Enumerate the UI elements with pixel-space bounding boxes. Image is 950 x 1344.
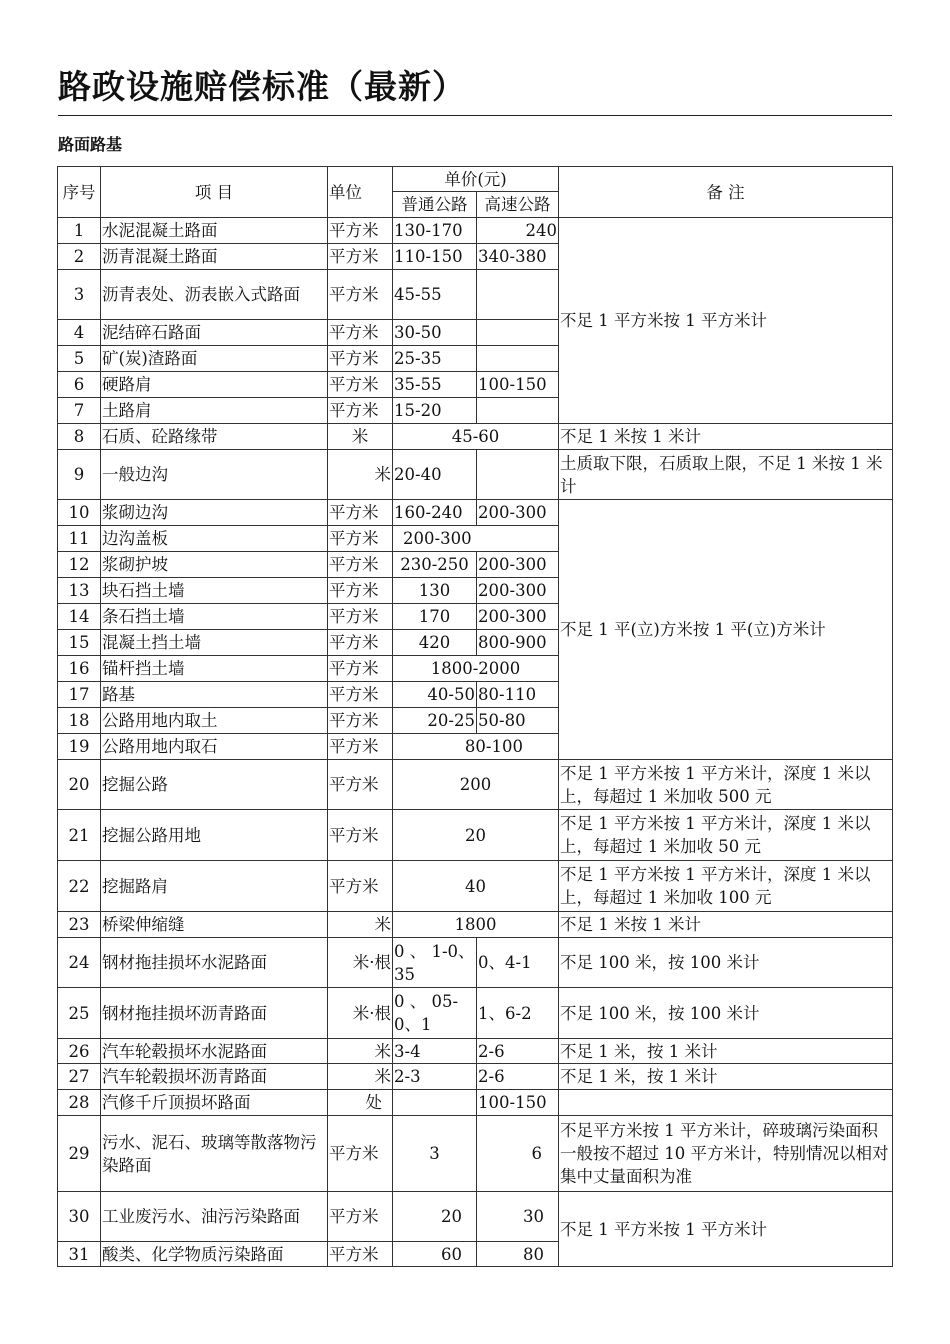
row-unit: 平方米 [328,552,393,578]
row-note: 不足 1 米按 1 米计 [559,424,893,450]
table-row [58,861,893,912]
row-express-price: 240 [477,218,559,244]
row-note: 不足 1 米，按 1 米计 [559,1039,893,1064]
row-normal-price: 20-25 [393,708,477,734]
row-no: 15 [58,630,101,656]
row-express-price: 200-300 [477,578,559,604]
row-unit: 平方米 [328,372,393,398]
table-row [58,424,893,450]
row-item: 沥青混凝土路面 [101,244,328,270]
row-unit: 平方米 [328,656,393,682]
table-row [58,450,893,500]
row-no: 3 [58,270,101,320]
row-item: 浆砌护坡 [101,552,328,578]
row-item: 汽车轮毂损坏沥青路面 [101,1064,328,1090]
row-express-price: 6 [477,1116,559,1192]
table-row [58,218,893,244]
row-no: 13 [58,578,101,604]
row-item: 边沟盖板 [101,526,328,552]
row-no: 6 [58,372,101,398]
row-no: 12 [58,552,101,578]
row-normal-price: 20-40 [393,450,477,500]
table-row [58,938,893,988]
row-item: 汽车轮毂损坏水泥路面 [101,1039,328,1064]
row-unit: 米 [328,912,393,938]
row-note: 不足 1 米，按 1 米计 [559,1064,893,1090]
row-express-price: 200-300 [477,552,559,578]
row-unit: 平方米 [328,578,393,604]
row-no: 18 [58,708,101,734]
row-unit: 平方米 [328,604,393,630]
row-item: 挖掘路肩 [101,861,328,912]
header-item: 项 目 [101,167,328,218]
page-title: 路政设施赔偿标准（最新） [58,62,892,116]
row-item: 矿(炭)渣路面 [101,346,328,372]
row-no: 14 [58,604,101,630]
row-no: 27 [58,1064,101,1090]
row-no: 1 [58,218,101,244]
row-normal-price: 60 [393,1242,477,1267]
row-note: 土质取下限，石质取上限，不足 1 米按 1 米计 [559,450,893,500]
row-normal-price: 35-55 [393,372,477,398]
row-note-merged: 不足 1 平方米按 1 平方米计 [559,1192,893,1267]
table-row [58,1090,893,1116]
row-unit: 平方米 [328,346,393,372]
row-unit: 处 [328,1090,393,1116]
row-item: 汽修千斤顶损坏路面 [101,1090,328,1116]
header-no: 序号 [58,167,101,218]
row-no: 20 [58,760,101,810]
row-no: 22 [58,861,101,912]
header-note: 备 注 [559,167,893,218]
row-unit: 平方米 [328,708,393,734]
row-unit: 米 [328,1039,393,1064]
row-express-price: 2-6 [477,1039,559,1064]
section-title: 路面路基 [58,135,123,154]
row-no: 26 [58,1039,101,1064]
row-unit: 平方米 [328,810,393,861]
row-unit: 平方米 [328,734,393,760]
row-note: 不足 1 平方米按 1 平方米计，深度 1 米以上，每超过 1 米加收 500 元 [559,760,893,810]
row-no: 28 [58,1090,101,1116]
row-normal-price: 160-240 [393,500,477,526]
row-no: 30 [58,1192,101,1242]
table-row [58,988,893,1039]
row-normal-price: 20 [393,1192,477,1242]
row-express-price: 80-110 [477,682,559,708]
row-item: 混凝土挡土墙 [101,630,328,656]
row-item: 公路用地内取石 [101,734,328,760]
row-express-price: 800-900 [477,630,559,656]
header-expressway: 高速公路 [477,192,559,218]
row-item: 水泥混凝土路面 [101,218,328,244]
compensation-table [57,166,893,1267]
row-unit: 平方米 [328,682,393,708]
row-normal-price: 230-250 [393,552,477,578]
row-note: 不足平方米按 1 平方米计，碎玻璃污染面积一般按不超过 10 平方米计，特别情况以相对集中丈量面积为准 [559,1116,893,1192]
row-express-price [477,346,559,372]
row-no: 4 [58,320,101,346]
row-express-price: 1、6-2 [477,988,559,1039]
row-normal-price [393,1090,477,1116]
table-row [58,1116,893,1192]
row-express-price: 200-300 [477,500,559,526]
row-unit: 平方米 [328,1242,393,1267]
row-express-price: 100-150 [477,372,559,398]
row-normal-price: 45-55 [393,270,477,320]
table-row [58,760,893,810]
row-item: 条石挡土墙 [101,604,328,630]
row-express-price: 100-150 [477,1090,559,1116]
row-note-merged: 不足 1 平(立)方米按 1 平(立)方米计 [559,500,893,760]
row-unit: 平方米 [328,244,393,270]
row-unit: 平方米 [328,500,393,526]
row-price: 20 [393,810,559,861]
row-item: 桥梁伸缩缝 [101,912,328,938]
row-normal-price: 130 [393,578,477,604]
row-unit: 米·根 [328,938,393,988]
table-row [58,500,893,526]
row-unit: 平方米 [328,861,393,912]
row-price: 1800 [393,912,559,938]
row-express-price [477,450,559,500]
row-normal-price: 0 、 05-0、1 [393,988,477,1039]
row-note: 不足 100 米，按 100 米计 [559,938,893,988]
row-no: 17 [58,682,101,708]
row-item: 工业废污水、油污污染路面 [101,1192,328,1242]
row-item: 块石挡土墙 [101,578,328,604]
row-express-price: 340-380 [477,244,559,270]
table-row [58,1064,893,1090]
row-price: 200 [393,760,559,810]
row-normal-price: 420 [393,630,477,656]
row-note [559,1090,893,1116]
table-row [58,1192,893,1242]
row-normal-price: 30-50 [393,320,477,346]
row-no: 7 [58,398,101,424]
row-note: 不足 100 米，按 100 米计 [559,988,893,1039]
row-no: 16 [58,656,101,682]
row-unit: 平方米 [328,760,393,810]
row-unit: 平方米 [328,398,393,424]
row-unit: 平方米 [328,270,393,320]
row-normal-price: 110-150 [393,244,477,270]
row-item: 土路肩 [101,398,328,424]
row-no: 2 [58,244,101,270]
row-express-price: 0、4-1 [477,938,559,988]
row-item: 污水、泥石、玻璃等散落物污染路面 [101,1116,328,1192]
row-normal-price: 130-170 [393,218,477,244]
table-row [58,810,893,861]
row-unit: 平方米 [328,630,393,656]
row-normal-price: 170 [393,604,477,630]
row-no: 31 [58,1242,101,1267]
row-no: 24 [58,938,101,988]
row-price: 1800-2000 [393,656,559,682]
row-price: 40 [393,861,559,912]
row-no: 25 [58,988,101,1039]
row-item: 路基 [101,682,328,708]
row-express-price: 80 [477,1242,559,1267]
row-price: 80-100 [393,734,559,760]
row-price: 200-300 [393,526,559,552]
row-unit: 米 [328,450,393,500]
table-row [58,1039,893,1064]
row-item: 一般边沟 [101,450,328,500]
row-unit: 米 [328,424,393,450]
row-item: 硬路肩 [101,372,328,398]
row-normal-price: 3-4 [393,1039,477,1064]
row-price: 45-60 [393,424,559,450]
row-unit: 米·根 [328,988,393,1039]
row-item: 锚杆挡土墙 [101,656,328,682]
row-unit: 平方米 [328,1116,393,1192]
row-no: 29 [58,1116,101,1192]
row-express-price [477,270,559,320]
row-unit: 平方米 [328,1192,393,1242]
header-normal-road: 普通公路 [393,192,477,218]
row-item: 石质、砼路缘带 [101,424,328,450]
row-normal-price: 3 [393,1116,477,1192]
row-no: 11 [58,526,101,552]
row-normal-price: 25-35 [393,346,477,372]
row-unit: 平方米 [328,218,393,244]
row-item: 浆砌边沟 [101,500,328,526]
row-express-price: 50-80 [477,708,559,734]
row-item: 挖掘公路 [101,760,328,810]
row-normal-price: 40-50 [393,682,477,708]
row-item: 挖掘公路用地 [101,810,328,861]
row-item: 沥青表处、沥表嵌入式路面 [101,270,328,320]
row-unit: 平方米 [328,526,393,552]
row-express-price: 2-6 [477,1064,559,1090]
row-no: 23 [58,912,101,938]
row-item: 钢材拖挂损坏水泥路面 [101,938,328,988]
row-express-price [477,320,559,346]
row-no: 21 [58,810,101,861]
row-normal-price: 2-3 [393,1064,477,1090]
row-express-price: 30 [477,1192,559,1242]
row-item: 公路用地内取土 [101,708,328,734]
row-unit: 米 [328,1064,393,1090]
row-express-price [477,398,559,424]
header-unit: 单位 [328,167,393,218]
table-row [58,912,893,938]
row-no: 9 [58,450,101,500]
row-item: 酸类、化学物质污染路面 [101,1242,328,1267]
row-item: 钢材拖挂损坏沥青路面 [101,988,328,1039]
row-normal-price: 0 、 1-0、35 [393,938,477,988]
row-note: 不足 1 平方米按 1 平方米计，深度 1 米以上，每超过 1 米加收 50 元 [559,810,893,861]
header-price: 单价(元) [393,167,559,192]
row-note: 不足 1 平方米按 1 平方米计，深度 1 米以上，每超过 1 米加收 100 元 [559,861,893,912]
row-note-merged: 不足 1 平方米按 1 平方米计 [559,218,893,424]
row-no: 8 [58,424,101,450]
row-item: 泥结碎石路面 [101,320,328,346]
row-note: 不足 1 米按 1 米计 [559,912,893,938]
row-express-price: 200-300 [477,604,559,630]
row-no: 5 [58,346,101,372]
row-no: 19 [58,734,101,760]
row-no: 10 [58,500,101,526]
row-normal-price: 15-20 [393,398,477,424]
row-unit: 平方米 [328,320,393,346]
